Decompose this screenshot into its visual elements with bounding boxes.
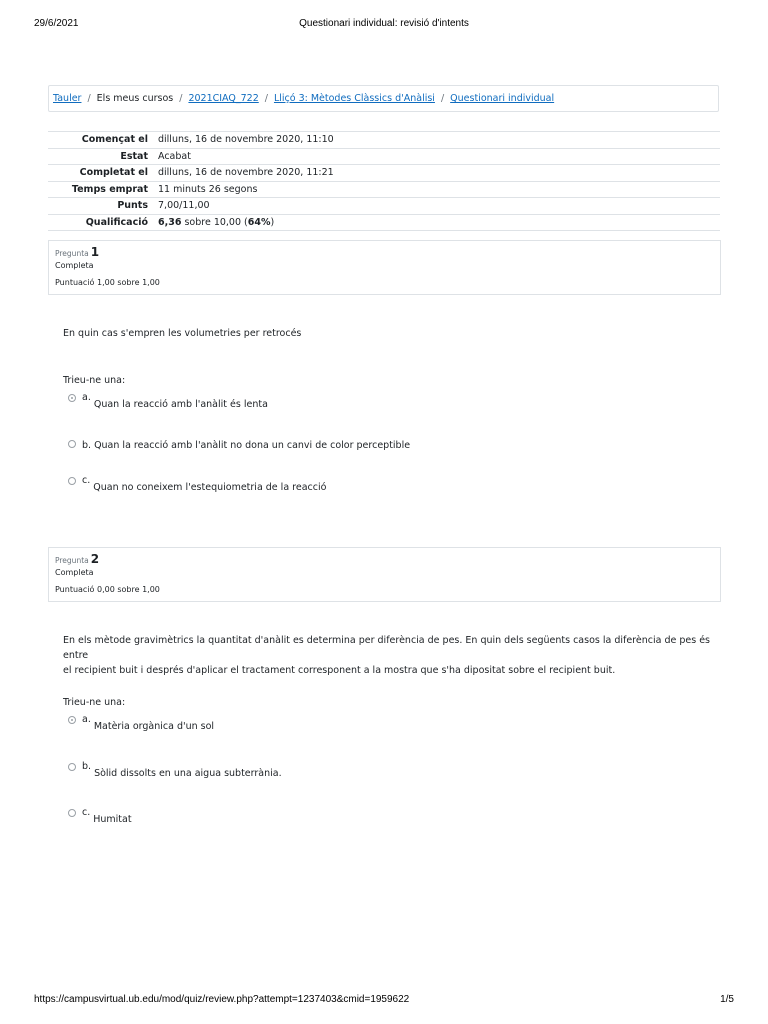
attempt-summary-table <box>48 131 720 231</box>
breadcrumb-link-course[interactable]: 2021CIAQ_722 <box>188 93 259 104</box>
question-grade: Puntuació 1,00 sobre 1,00 <box>55 278 160 287</box>
answer-option-2b[interactable] <box>68 761 282 779</box>
option-letter: c. <box>82 807 91 818</box>
question-number-value: 1 <box>90 245 100 259</box>
breadcrumb-link-lesson[interactable]: Lliçó 3: Mètodes Clàssics d'Anàlisi <box>273 93 435 104</box>
radio-button[interactable] <box>68 809 76 817</box>
summary-label: Començat el <box>48 132 148 149</box>
print-footer <box>34 994 734 1008</box>
grade-middle: sobre 10,00 ( <box>181 216 248 228</box>
summary-value: 11 minuts 26 segons <box>148 181 720 198</box>
radio-button-selected[interactable] <box>68 394 76 402</box>
question-text-line: el recipient buit i després d'aplicar el tractament corresponent a la mostra que s'ha dipositat sobre el recipient buit. <box>63 665 616 676</box>
option-letter: a. <box>82 714 91 725</box>
print-header <box>34 18 734 32</box>
question-state: Completa <box>55 261 94 270</box>
grade-end: ) <box>270 216 275 228</box>
option-letter: a. <box>82 392 91 403</box>
answer-option-2c[interactable] <box>68 807 132 825</box>
option-text: Quan la reacció amb l'anàlit és lenta <box>93 399 268 410</box>
question-label: Pregunta <box>55 556 89 565</box>
print-page-number: 1/5 <box>720 994 734 1005</box>
question-text-line: En els mètode gravimètrics la quantitat d'anàlit es determina per diferència de pes. En quin dels següents casos la diferència de pes és entre <box>63 635 710 661</box>
question-text-2 <box>63 633 713 678</box>
breadcrumb-item-courses: Els meus cursos <box>96 93 174 104</box>
option-text: Humitat <box>93 814 132 825</box>
question-info-1 <box>48 240 721 295</box>
option-text: Quan la reacció amb l'anàlit no dona un canvi de color perceptible <box>94 440 411 451</box>
radio-button-selected[interactable] <box>68 716 76 724</box>
question-text-1: En quin cas s'empren les volumetries per retrocés <box>63 328 302 339</box>
summary-label: Completat el <box>48 165 148 182</box>
summary-row-completed <box>48 165 720 182</box>
option-letter: b. <box>82 761 92 772</box>
print-url: https://campusvirtual.ub.edu/mod/quiz/review.php?attempt=1237403&cmid=1959622 <box>34 994 410 1005</box>
option-text: Quan no coneixem l'estequiometria de la reacció <box>93 482 327 493</box>
summary-row-state <box>48 148 720 165</box>
summary-value: dilluns, 16 de novembre 2020, 11:21 <box>148 165 720 182</box>
breadcrumb-link-tauler[interactable]: Tauler <box>53 93 82 104</box>
answer-prompt-1: Trieu-ne una: <box>63 375 126 386</box>
question-info-2 <box>48 547 721 602</box>
answer-option-1b[interactable] <box>68 440 410 451</box>
question-number-value: 2 <box>90 552 100 566</box>
summary-row-marks <box>48 198 720 215</box>
print-page-title: Questionari individual: revisió d'intents <box>299 18 469 29</box>
option-text: Matèria orgànica d'un sol <box>93 721 215 732</box>
answer-option-2a[interactable] <box>68 714 215 732</box>
summary-row-time-taken <box>48 181 720 198</box>
radio-button[interactable] <box>68 477 76 485</box>
question-state: Completa <box>55 568 94 577</box>
summary-value: Acabat <box>148 148 720 165</box>
option-letter: b. <box>82 440 92 451</box>
breadcrumb-separator: / <box>264 93 268 104</box>
question-grade: Puntuació 0,00 sobre 1,00 <box>55 585 160 594</box>
summary-label: Temps emprat <box>48 181 148 198</box>
summary-value: 7,00/11,00 <box>148 198 720 215</box>
option-text: Sòlid dissolts en una aigua subterrània. <box>94 768 282 779</box>
print-date: 29/6/2021 <box>34 18 79 29</box>
grade-percent: 64% <box>247 216 271 228</box>
summary-label: Qualificació <box>48 214 148 231</box>
breadcrumb-separator: / <box>87 93 91 104</box>
grade-score: 6,36 <box>158 216 182 228</box>
breadcrumb-link-quiz[interactable]: Questionari individual <box>450 93 555 104</box>
summary-label: Estat <box>48 148 148 165</box>
question-number <box>55 245 714 260</box>
summary-label: Punts <box>48 198 148 215</box>
answer-option-1c[interactable] <box>68 475 327 493</box>
summary-row-started <box>48 132 720 149</box>
option-letter: c. <box>82 475 91 486</box>
breadcrumb <box>48 85 719 112</box>
question-number <box>55 552 714 567</box>
breadcrumb-separator: / <box>440 93 445 104</box>
radio-button[interactable] <box>68 440 76 448</box>
summary-grade-value <box>148 214 720 231</box>
summary-row-grade <box>48 214 720 231</box>
summary-value: dilluns, 16 de novembre 2020, 11:10 <box>148 132 720 149</box>
answer-prompt-2: Trieu-ne una: <box>63 697 126 708</box>
breadcrumb-separator: / <box>179 93 183 104</box>
question-label: Pregunta <box>55 249 89 258</box>
radio-button[interactable] <box>68 763 76 771</box>
answer-option-1a[interactable] <box>68 392 268 410</box>
